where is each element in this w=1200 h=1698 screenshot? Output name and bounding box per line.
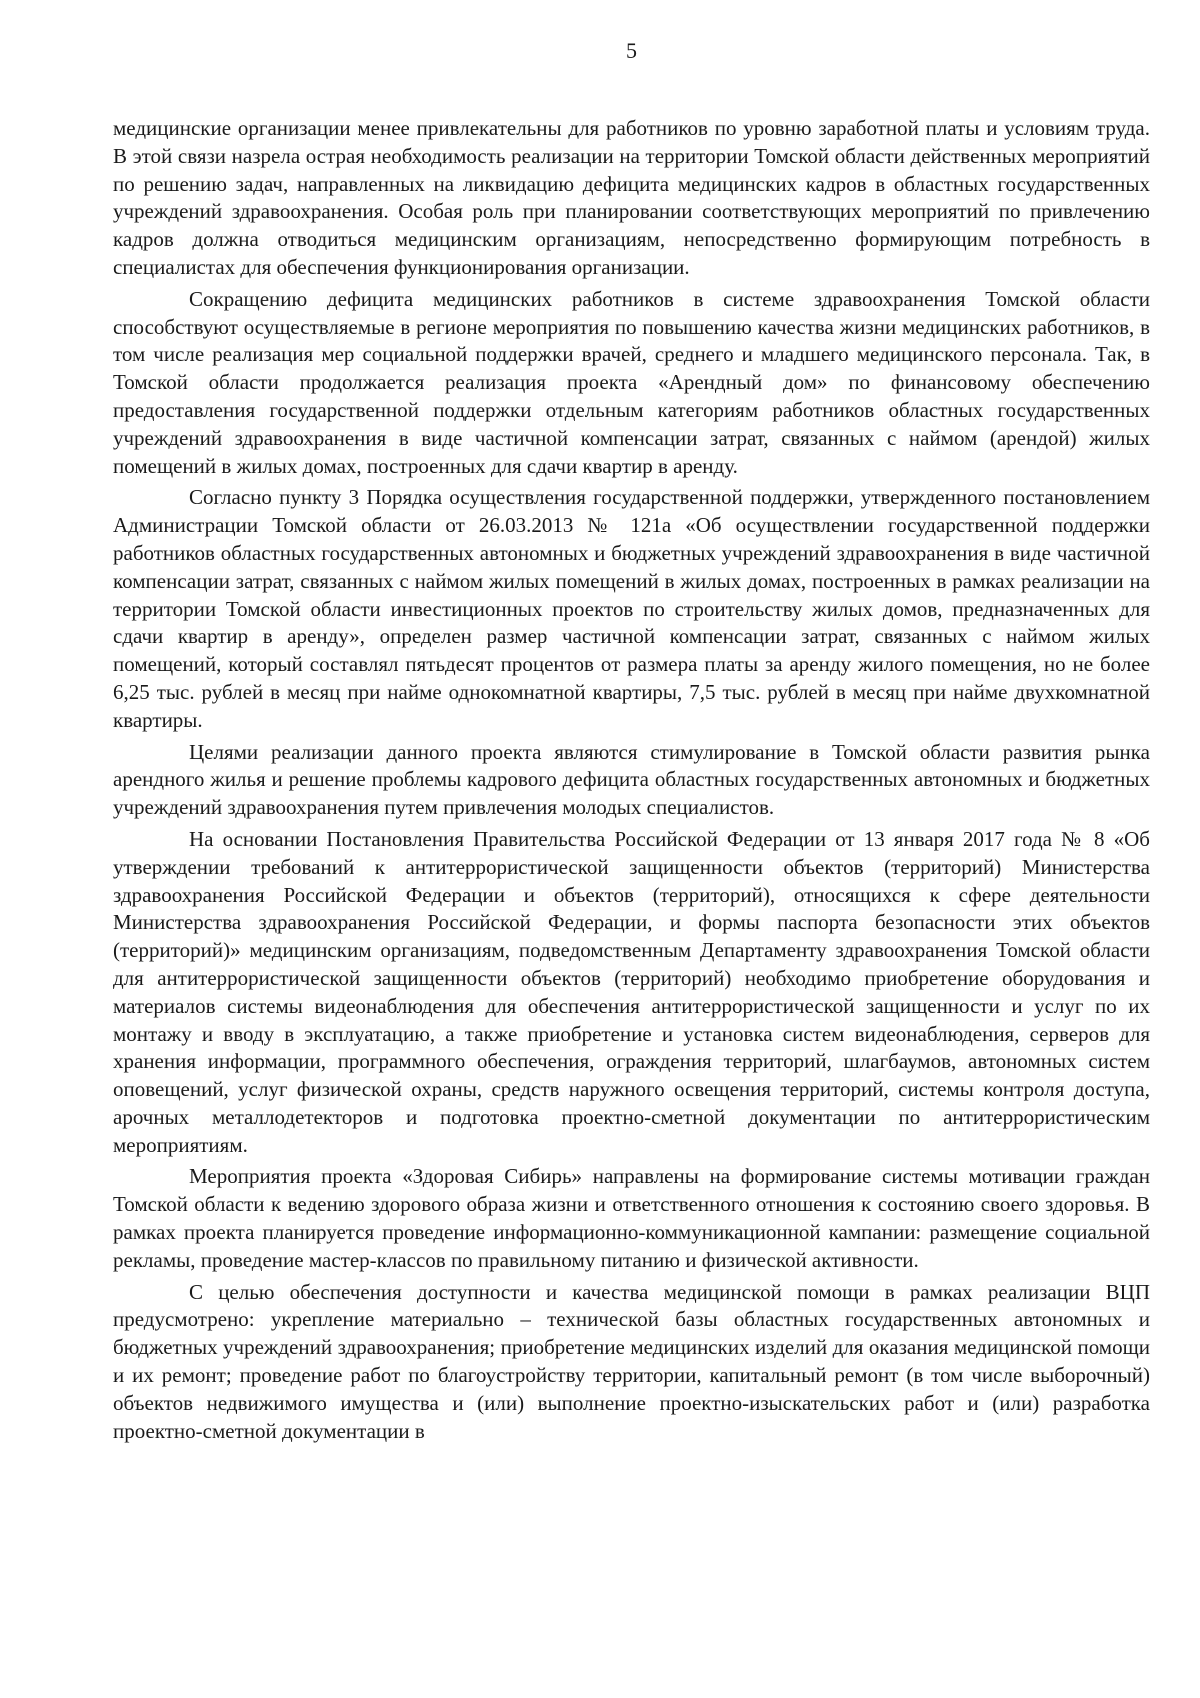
paragraph-7: С целью обеспечения доступности и качества медицинской помощи в рамках реализации ВЦП предусмотрено: укрепление материально – технической базы областных государственных автономных и бюджетных учреждений здравоохранения; приобретение медицинских изделий для оказания медицинской помощи и их ремонт; проведение работ по благоустройству территории, капитальный ремонт (в том числе выборочный) объектов недвижимого имущества и (или) выполнение проектно-изыскательских работ и (или) разработка проектно-сметной документации в (113, 1279, 1150, 1443)
paragraph-5: На основании Постановления Правительства Российской Федерации от 13 января 2017 года № 8 «Об утверждении требований к антитеррористической защищенности объектов (территорий) Министерства здравоохранения Российской Федерации и объектов (территорий), относящихся к сфере деятельности Министерства здравоохранения Российской Федерации, и формы паспорта безопасности этих объектов (территорий)» медицинским организациям, подведомственным Департаменту здравоохранения Томской области для антитеррористической защищенности объектов (территорий) необходимо приобретение оборудования и материалов системы видеонаблюдения для обеспечения антитеррористической защищенности и услуг по их монтажу и вводу в эксплуатацию, а также приобретение и установка систем видеонаблюдения, серверов для хранения информации, программного обеспечения, ограждения территорий, шлагбаумов, автономных систем оповещений, услуг физической охраны, средств наружного освещения территорий, системы контроля доступа, арочных металлодетекторов и подготовка проектно-сметной документации по антитеррористическим мероприятиям. (113, 826, 1150, 1157)
paragraph-2: Сокращению дефицита медицинских работников в системе здравоохранения Томской области способствуют осуществляемые в регионе мероприятия по повышению качества жизни медицинских работников, в том числе реализация мер социальной поддержки врачей, среднего и младшего медицинского персонала. Так, в Томской области продолжается реализация проекта «Арендный дом» по финансовому обеспечению предоставления государственной поддержки отдельным категориям работников областных государственных учреждений здравоохранения в виде частичной компенсации затрат, связанных с наймом (арендой) жилых помещений в жилых домах, построенных для сдачи квартир в аренду. (113, 286, 1150, 478)
paragraph-3: Согласно пункту 3 Порядка осуществления государственной поддержки, утвержденного постановлением Администрации Томской области от 26.03.2013 № 121а «Об осуществлении государственной поддержки работников областных государственных автономных и бюджетных учреждений здравоохранения в виде частичной компенсации затрат, связанных с наймом жилых помещений в жилых домах, построенных в рамках реализации на территории Томской области инвестиционных проектов по строительству жилых домов, предназначенных для сдачи квартир в аренду», определен размер частичной компенсации затрат, связанных с наймом жилых помещений, который составлял пятьдесят процентов от размера платы за аренду жилого помещения, но не более 6,25 тыс. рублей в месяц при найме однокомнатной квартиры, 7,5 тыс. рублей в месяц при найме двухкомнатной квартиры. (113, 485, 1150, 732)
paragraph-6: Мероприятия проекта «Здоровая Сибирь» направлены на формирование системы мотивации граждан Томской области к ведению здорового образа жизни и ответственного отношения к состоянию своего здоровья. В рамках проекта планируется проведение информационно-коммуникационной кампании: размещение социальной рекламы, проведение мастер-классов по правильному питанию и физической активности. (113, 1164, 1150, 1272)
paragraph-4: Целями реализации данного проекта являются стимулирование в Томской области развития рынка арендного жилья и решение проблемы кадрового дефицита областных государственных автономных и бюджетных учреждений здравоохранения путем привлечения молодых специалистов. (113, 739, 1150, 820)
page-number: 5 (626, 38, 637, 63)
paragraph-1: медицинские организации менее привлекательны для работников по уровню заработной платы и условиям труда. В этой связи назрела острая необходимость реализации на территории Томской области действенных мероприятий по решению задач, направленных на ликвидацию дефицита медицинских кадров в областных государственных учреждений здравоохранения. Особая роль при планировании соответствующих мероприятий по привлечению кадров должна отводиться медицинским организациям, непосредственно формирующим потребность в специалистах для обеспечения функционирования организации. (113, 116, 1150, 279)
